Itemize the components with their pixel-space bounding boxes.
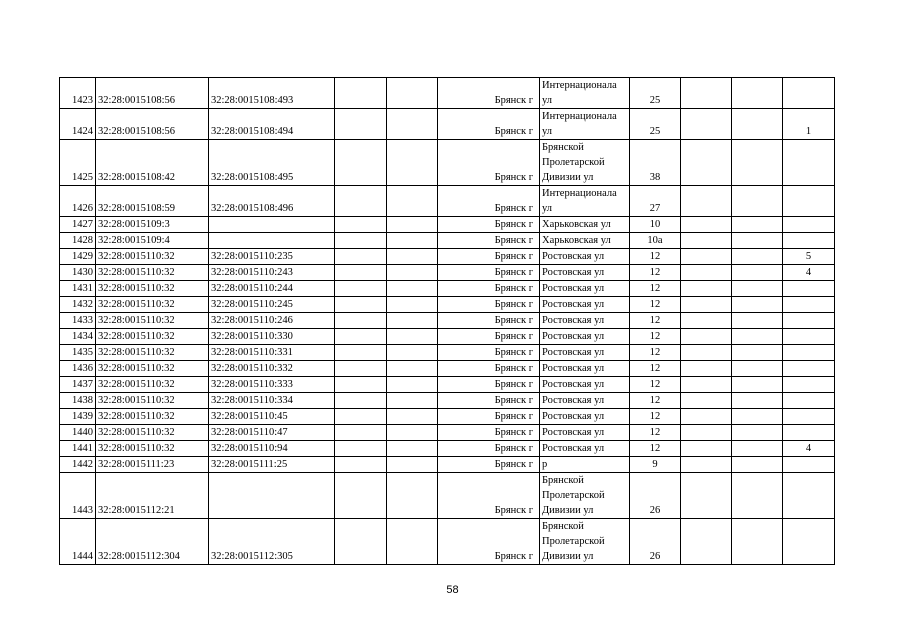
- parcel-cadastral-cell: 32:28:0015110:32: [96, 297, 209, 313]
- parcel-cadastral-cell: 32:28:0015110:32: [96, 361, 209, 377]
- empty-cell: [335, 361, 387, 377]
- object-cadastral-cell: 32:28:0015108:493: [209, 78, 335, 109]
- house-number-cell: 10: [630, 217, 681, 233]
- table-row: [60, 313, 835, 329]
- parcel-cadastral-cell: 32:28:0015110:32: [96, 425, 209, 441]
- table-row: [60, 186, 835, 217]
- house-number-cell: 12: [630, 281, 681, 297]
- empty-cell: [335, 78, 387, 109]
- street-line: Ростовская ул: [542, 443, 605, 454]
- house-number-cell: 26: [630, 473, 681, 519]
- empty-cell: [387, 265, 438, 281]
- extra-number-cell: [783, 345, 835, 361]
- extra-number-cell: 4: [783, 441, 835, 457]
- empty-cell: [681, 345, 732, 361]
- empty-cell: [732, 313, 783, 329]
- empty-cell: [732, 377, 783, 393]
- house-number-cell: 27: [630, 186, 681, 217]
- object-cadastral-cell: 32:28:0015110:333: [209, 377, 335, 393]
- object-cadastral-cell: 32:28:0015108:495: [209, 140, 335, 186]
- table-row: [60, 249, 835, 265]
- street-cell: [540, 186, 630, 217]
- row-number-cell: 1443: [60, 473, 96, 519]
- object-cadastral-cell: 32:28:0015112:305: [209, 519, 335, 565]
- table-row: [60, 233, 835, 249]
- empty-cell: [681, 425, 732, 441]
- empty-cell: [681, 473, 732, 519]
- city-cell: Брянск г: [438, 217, 540, 233]
- empty-cell: [732, 78, 783, 109]
- street-line: Дивизии ул: [542, 551, 594, 562]
- extra-number-cell: [783, 393, 835, 409]
- parcel-cadastral-cell: 32:28:0015110:32: [96, 313, 209, 329]
- empty-cell: [335, 345, 387, 361]
- table-row: [60, 297, 835, 313]
- extra-number-cell: [783, 329, 835, 345]
- parcel-cadastral-cell: 32:28:0015110:32: [96, 393, 209, 409]
- page-number: 58: [446, 584, 459, 596]
- table-row: [60, 519, 835, 565]
- table-row: [60, 377, 835, 393]
- extra-number-cell: [783, 217, 835, 233]
- object-cadastral-cell: 32:28:0015108:494: [209, 109, 335, 140]
- empty-cell: [681, 377, 732, 393]
- extra-number-cell: 4: [783, 265, 835, 281]
- street-cell: [540, 393, 630, 409]
- empty-cell: [335, 519, 387, 565]
- extra-number-cell: [783, 377, 835, 393]
- street-line: Брянской: [542, 475, 584, 486]
- empty-cell: [732, 265, 783, 281]
- empty-cell: [387, 186, 438, 217]
- row-number-cell: 1423: [60, 78, 96, 109]
- house-number-cell: 12: [630, 265, 681, 281]
- city-cell: Брянск г: [438, 249, 540, 265]
- parcel-cadastral-cell: 32:28:0015112:304: [96, 519, 209, 565]
- object-cadastral-cell: 32:28:0015110:243: [209, 265, 335, 281]
- street-cell: [540, 329, 630, 345]
- extra-number-cell: 5: [783, 249, 835, 265]
- object-cadastral-cell: 32:28:0015110:246: [209, 313, 335, 329]
- city-cell: Брянск г: [438, 109, 540, 140]
- table-row: [60, 393, 835, 409]
- street-line: Ростовская ул: [542, 379, 605, 390]
- empty-cell: [732, 345, 783, 361]
- row-number-cell: 1427: [60, 217, 96, 233]
- empty-cell: [681, 281, 732, 297]
- street-line: Ростовская ул: [542, 427, 605, 438]
- extra-number-cell: [783, 140, 835, 186]
- street-cell: [540, 281, 630, 297]
- empty-cell: [335, 265, 387, 281]
- empty-cell: [387, 519, 438, 565]
- street-line: Ростовская ул: [542, 347, 605, 358]
- extra-number-cell: [783, 233, 835, 249]
- table-row: [60, 109, 835, 140]
- extra-number-cell: [783, 297, 835, 313]
- house-number-cell: 12: [630, 329, 681, 345]
- parcel-cadastral-cell: 32:28:0015108:42: [96, 140, 209, 186]
- empty-cell: [387, 377, 438, 393]
- empty-cell: [681, 329, 732, 345]
- street-line: Брянской: [542, 142, 584, 153]
- parcel-cadastral-cell: 32:28:0015109:4: [96, 233, 209, 249]
- city-cell: Брянск г: [438, 377, 540, 393]
- empty-cell: [732, 281, 783, 297]
- street-cell: [540, 265, 630, 281]
- empty-cell: [732, 329, 783, 345]
- empty-cell: [335, 425, 387, 441]
- street-line: Харьковская ул: [542, 235, 611, 246]
- empty-cell: [387, 313, 438, 329]
- empty-cell: [387, 233, 438, 249]
- object-cadastral-cell: 32:28:0015110:244: [209, 281, 335, 297]
- street-cell: [540, 345, 630, 361]
- empty-cell: [387, 140, 438, 186]
- street-line: р: [542, 459, 548, 470]
- object-cadastral-cell: 32:28:0015110:45: [209, 409, 335, 425]
- row-number-cell: 1444: [60, 519, 96, 565]
- street-line: Ростовская ул: [542, 395, 605, 406]
- row-number-cell: 1438: [60, 393, 96, 409]
- city-cell: Брянск г: [438, 457, 540, 473]
- empty-cell: [335, 281, 387, 297]
- empty-cell: [732, 393, 783, 409]
- city-cell: Брянск г: [438, 233, 540, 249]
- empty-cell: [681, 249, 732, 265]
- object-cadastral-cell: 32:28:0015110:47: [209, 425, 335, 441]
- empty-cell: [335, 441, 387, 457]
- empty-cell: [732, 441, 783, 457]
- empty-cell: [335, 329, 387, 345]
- empty-cell: [335, 109, 387, 140]
- city-cell: Брянск г: [438, 140, 540, 186]
- empty-cell: [681, 78, 732, 109]
- city-cell: Брянск г: [438, 297, 540, 313]
- parcel-cadastral-cell: 32:28:0015110:32: [96, 377, 209, 393]
- row-number-cell: 1440: [60, 425, 96, 441]
- table-row: [60, 78, 835, 109]
- object-cadastral-cell: [209, 473, 335, 519]
- empty-cell: [732, 233, 783, 249]
- empty-cell: [387, 457, 438, 473]
- object-cadastral-cell: [209, 217, 335, 233]
- street-line: Пролетарской: [542, 536, 605, 547]
- table-row: [60, 425, 835, 441]
- empty-cell: [387, 109, 438, 140]
- city-cell: Брянск г: [438, 393, 540, 409]
- street-cell: [540, 140, 630, 186]
- city-cell: Брянск г: [438, 519, 540, 565]
- street-line: Брянской: [542, 521, 584, 532]
- extra-number-cell: 1: [783, 109, 835, 140]
- street-line: ул: [542, 203, 553, 214]
- table-row: [60, 217, 835, 233]
- house-number-cell: 12: [630, 361, 681, 377]
- city-cell: Брянск г: [438, 281, 540, 297]
- table-row: [60, 281, 835, 297]
- row-number-cell: 1432: [60, 297, 96, 313]
- empty-cell: [335, 377, 387, 393]
- city-cell: Брянск г: [438, 345, 540, 361]
- street-line: Интернационала: [542, 188, 617, 199]
- street-cell: [540, 519, 630, 565]
- extra-number-cell: [783, 78, 835, 109]
- empty-cell: [681, 297, 732, 313]
- empty-cell: [387, 441, 438, 457]
- city-cell: Брянск г: [438, 329, 540, 345]
- street-cell: [540, 297, 630, 313]
- house-number-cell: 26: [630, 519, 681, 565]
- table-row: [60, 265, 835, 281]
- street-line: Дивизии ул: [542, 172, 594, 183]
- object-cadastral-cell: 32:28:0015108:496: [209, 186, 335, 217]
- parcel-cadastral-cell: 32:28:0015108:56: [96, 109, 209, 140]
- row-number-cell: 1434: [60, 329, 96, 345]
- object-cadastral-cell: 32:28:0015110:334: [209, 393, 335, 409]
- street-line: Ростовская ул: [542, 251, 605, 262]
- object-cadastral-cell: 32:28:0015110:245: [209, 297, 335, 313]
- object-cadastral-cell: 32:28:0015110:235: [209, 249, 335, 265]
- city-cell: Брянск г: [438, 78, 540, 109]
- house-number-cell: 12: [630, 297, 681, 313]
- row-number-cell: 1429: [60, 249, 96, 265]
- empty-cell: [681, 109, 732, 140]
- empty-cell: [387, 361, 438, 377]
- empty-cell: [387, 409, 438, 425]
- table-row: [60, 473, 835, 519]
- empty-cell: [335, 473, 387, 519]
- empty-cell: [681, 265, 732, 281]
- empty-cell: [387, 217, 438, 233]
- parcel-cadastral-cell: 32:28:0015110:32: [96, 265, 209, 281]
- house-number-cell: 12: [630, 313, 681, 329]
- city-cell: Брянск г: [438, 186, 540, 217]
- empty-cell: [732, 217, 783, 233]
- house-number-cell: 12: [630, 409, 681, 425]
- street-line: Дивизии ул: [542, 505, 594, 516]
- row-number-cell: 1428: [60, 233, 96, 249]
- house-number-cell: 12: [630, 393, 681, 409]
- table-row: [60, 361, 835, 377]
- parcel-cadastral-cell: 32:28:0015110:32: [96, 281, 209, 297]
- empty-cell: [387, 393, 438, 409]
- row-number-cell: 1441: [60, 441, 96, 457]
- extra-number-cell: [783, 473, 835, 519]
- empty-cell: [732, 249, 783, 265]
- street-line: Интернационала: [542, 80, 617, 91]
- house-number-cell: 25: [630, 78, 681, 109]
- row-number-cell: 1431: [60, 281, 96, 297]
- parcel-cadastral-cell: 32:28:0015110:32: [96, 249, 209, 265]
- empty-cell: [387, 473, 438, 519]
- empty-cell: [335, 297, 387, 313]
- empty-cell: [335, 409, 387, 425]
- city-cell: Брянск г: [438, 473, 540, 519]
- table-row: [60, 329, 835, 345]
- object-cadastral-cell: 32:28:0015110:332: [209, 361, 335, 377]
- empty-cell: [387, 297, 438, 313]
- extra-number-cell: [783, 409, 835, 425]
- city-cell: Брянск г: [438, 313, 540, 329]
- table-body: [60, 78, 835, 565]
- house-number-cell: 10а: [630, 233, 681, 249]
- city-cell: Брянск г: [438, 409, 540, 425]
- house-number-cell: 12: [630, 441, 681, 457]
- empty-cell: [387, 249, 438, 265]
- empty-cell: [732, 140, 783, 186]
- empty-cell: [732, 425, 783, 441]
- empty-cell: [732, 361, 783, 377]
- table-row: [60, 457, 835, 473]
- row-number-cell: 1437: [60, 377, 96, 393]
- row-number-cell: 1425: [60, 140, 96, 186]
- street-line: Ростовская ул: [542, 411, 605, 422]
- street-cell: [540, 78, 630, 109]
- city-cell: Брянск г: [438, 265, 540, 281]
- table-row: [60, 345, 835, 361]
- street-line: Ростовская ул: [542, 363, 605, 374]
- street-cell: [540, 425, 630, 441]
- empty-cell: [681, 217, 732, 233]
- extra-number-cell: [783, 425, 835, 441]
- house-number-cell: 25: [630, 109, 681, 140]
- empty-cell: [681, 409, 732, 425]
- empty-cell: [335, 233, 387, 249]
- street-line: Ростовская ул: [542, 331, 605, 342]
- empty-cell: [732, 457, 783, 473]
- table-row: [60, 441, 835, 457]
- extra-number-cell: [783, 313, 835, 329]
- object-cadastral-cell: 32:28:0015110:94: [209, 441, 335, 457]
- house-number-cell: 12: [630, 377, 681, 393]
- street-line: Ростовская ул: [542, 299, 605, 310]
- row-number-cell: 1442: [60, 457, 96, 473]
- city-cell: Брянск г: [438, 361, 540, 377]
- empty-cell: [335, 186, 387, 217]
- parcel-cadastral-cell: 32:28:0015110:32: [96, 441, 209, 457]
- street-line: Ростовская ул: [542, 283, 605, 294]
- row-number-cell: 1430: [60, 265, 96, 281]
- table-row: [60, 409, 835, 425]
- street-line: Харьковская ул: [542, 219, 611, 230]
- house-number-cell: 12: [630, 249, 681, 265]
- row-number-cell: 1426: [60, 186, 96, 217]
- street-cell: [540, 473, 630, 519]
- empty-cell: [387, 345, 438, 361]
- parcel-cadastral-cell: 32:28:0015111:23: [96, 457, 209, 473]
- street-cell: [540, 313, 630, 329]
- street-line: Ростовская ул: [542, 315, 605, 326]
- street-cell: [540, 249, 630, 265]
- parcel-cadastral-cell: 32:28:0015110:32: [96, 409, 209, 425]
- table-row: [60, 140, 835, 186]
- street-cell: [540, 217, 630, 233]
- object-cadastral-cell: 32:28:0015111:25: [209, 457, 335, 473]
- street-cell: [540, 109, 630, 140]
- empty-cell: [681, 457, 732, 473]
- extra-number-cell: [783, 361, 835, 377]
- extra-number-cell: [783, 519, 835, 565]
- house-number-cell: 12: [630, 345, 681, 361]
- parcel-cadastral-cell: 32:28:0015112:21: [96, 473, 209, 519]
- street-cell: [540, 233, 630, 249]
- street-line: ул: [542, 95, 553, 106]
- parcel-cadastral-cell: 32:28:0015110:32: [96, 345, 209, 361]
- row-number-cell: 1436: [60, 361, 96, 377]
- empty-cell: [681, 361, 732, 377]
- extra-number-cell: [783, 186, 835, 217]
- row-number-cell: 1424: [60, 109, 96, 140]
- row-number-cell: 1439: [60, 409, 96, 425]
- extra-number-cell: [783, 281, 835, 297]
- object-cadastral-cell: 32:28:0015110:331: [209, 345, 335, 361]
- street-line: Пролетарской: [542, 157, 605, 168]
- empty-cell: [732, 519, 783, 565]
- empty-cell: [681, 186, 732, 217]
- street-line: ул: [542, 126, 553, 137]
- empty-cell: [387, 78, 438, 109]
- street-cell: [540, 377, 630, 393]
- house-number-cell: 9: [630, 457, 681, 473]
- street-cell: [540, 409, 630, 425]
- parcel-cadastral-cell: 32:28:0015108:56: [96, 78, 209, 109]
- empty-cell: [335, 217, 387, 233]
- empty-cell: [387, 329, 438, 345]
- empty-cell: [681, 393, 732, 409]
- empty-cell: [681, 441, 732, 457]
- empty-cell: [335, 457, 387, 473]
- empty-cell: [732, 297, 783, 313]
- parcel-cadastral-cell: 32:28:0015109:3: [96, 217, 209, 233]
- object-cadastral-cell: 32:28:0015110:330: [209, 329, 335, 345]
- empty-cell: [681, 313, 732, 329]
- empty-cell: [732, 409, 783, 425]
- document-table: [59, 77, 835, 565]
- empty-cell: [732, 109, 783, 140]
- house-number-cell: 38: [630, 140, 681, 186]
- house-number-cell: 12: [630, 425, 681, 441]
- city-cell: Брянск г: [438, 425, 540, 441]
- empty-cell: [335, 249, 387, 265]
- parcel-cadastral-cell: 32:28:0015110:32: [96, 329, 209, 345]
- street-cell: [540, 361, 630, 377]
- empty-cell: [387, 281, 438, 297]
- row-number-cell: 1433: [60, 313, 96, 329]
- object-cadastral-cell: [209, 233, 335, 249]
- empty-cell: [335, 140, 387, 186]
- empty-cell: [335, 313, 387, 329]
- empty-cell: [681, 233, 732, 249]
- city-cell: Брянск г: [438, 441, 540, 457]
- empty-cell: [732, 473, 783, 519]
- street-line: Ростовская ул: [542, 267, 605, 278]
- empty-cell: [681, 140, 732, 186]
- street-line: Интернационала: [542, 111, 617, 122]
- parcel-cadastral-cell: 32:28:0015108:59: [96, 186, 209, 217]
- empty-cell: [387, 425, 438, 441]
- street-cell: [540, 441, 630, 457]
- street-line: Пролетарской: [542, 490, 605, 501]
- extra-number-cell: [783, 457, 835, 473]
- empty-cell: [681, 519, 732, 565]
- empty-cell: [732, 186, 783, 217]
- empty-cell: [335, 393, 387, 409]
- street-cell: [540, 457, 630, 473]
- row-number-cell: 1435: [60, 345, 96, 361]
